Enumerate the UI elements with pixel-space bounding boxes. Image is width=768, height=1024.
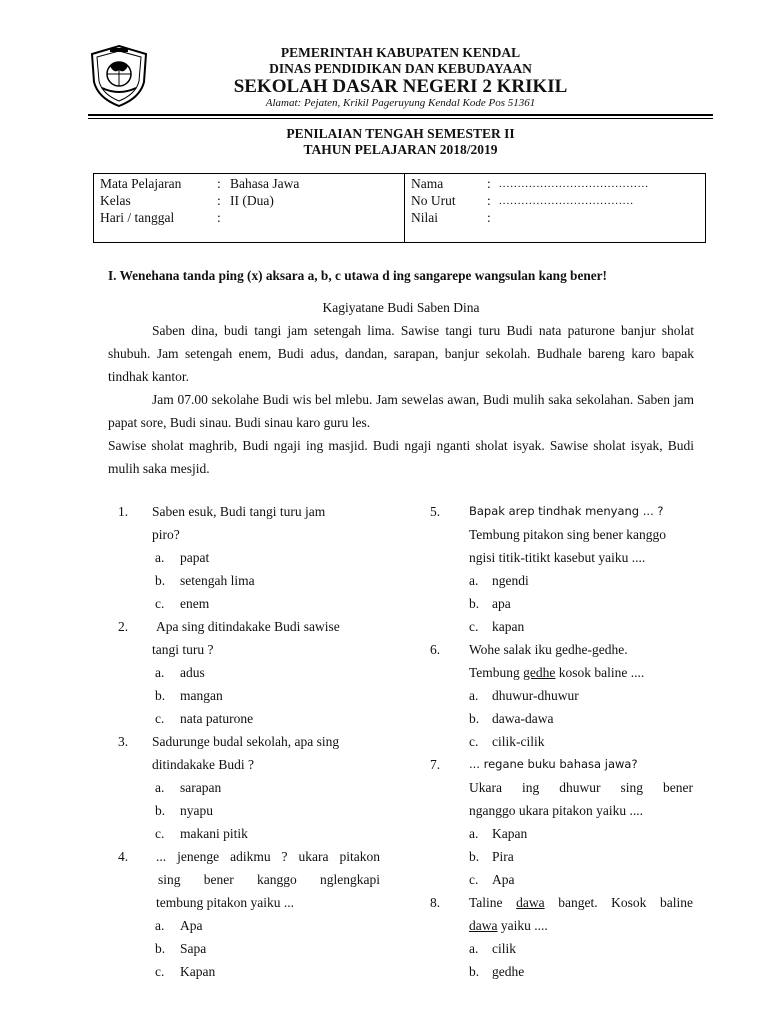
q2-option-c[interactable]: nata paturone <box>180 711 254 726</box>
question-5-text-2: Tembung pitakon sing bener kanggo <box>469 527 667 542</box>
q6-text-part: Tembung <box>469 665 524 680</box>
score-label: Nilai <box>411 210 438 225</box>
subject-value: Bahasa Jawa <box>230 176 300 191</box>
header-department: DINAS PENDIDIKAN DAN KEBUDAYAAN <box>269 61 532 76</box>
q1-option-b[interactable]: setengah lima <box>180 573 255 588</box>
number-label: No Urut <box>411 193 456 208</box>
option-label: a. <box>155 550 165 565</box>
story-title: Kagiyatane Budi Saben Dina <box>322 300 480 315</box>
question-8-text <box>469 891 693 914</box>
header-divider-thin <box>88 118 713 119</box>
name-label: Nama <box>411 176 444 191</box>
option-label: a. <box>469 941 479 956</box>
question-7-text-3: nganggo ukara pitakon yaiku .... <box>469 803 643 818</box>
option-label: a. <box>469 826 479 841</box>
subject-label: Mata Pelajaran <box>100 176 182 191</box>
q7-option-b[interactable]: Pira <box>492 849 514 864</box>
q8-text-part: Taline <box>469 895 517 910</box>
q1-option-c[interactable]: enem <box>180 596 210 611</box>
header-government: PEMERINTAH KABUPATEN KENDAL <box>280 45 521 60</box>
exam-year: TAHUN PELAJARAN 2018/2019 <box>303 142 498 157</box>
story-paragraph-1: Saben dina, budi tangi jam setengah lima. Sawise tangi turu Budi nata paturone banjur sholat shubuh. Jam setengah enem, Budi adus, dandan, sarapan, banjur sekolah. Budhale bareng karo bapak tindhak kantor. <box>108 323 694 384</box>
option-label: b. <box>469 711 480 726</box>
q7-option-a[interactable]: Kapan <box>492 826 528 841</box>
question-5-text: Bapak arep tindhak menyang ... ? <box>469 504 664 518</box>
q8-underlined-word: dawa <box>516 895 545 910</box>
header-address: Alamat: Pejaten, Krikil Pageruyung Kendal Kode Pos 51361 <box>265 97 536 109</box>
story-paragraph-3: Sawise sholat maghrib, Budi ngaji ing masjid. Budi ngaji nganti sholat isyak. Sawise sholat isyak, Budi mulih saka mesjid. <box>108 438 694 476</box>
q6-option-a[interactable]: dhuwur-dhuwur <box>492 688 579 703</box>
question-number: 1. <box>118 504 129 519</box>
q6-option-b[interactable]: dawa-dawa <box>492 711 554 726</box>
q6-underlined-word: gedhe <box>523 665 556 680</box>
exam-title: PENILAIAN TENGAH SEMESTER II <box>286 126 515 141</box>
question-4-text-3: tembung pitakon yaiku ... <box>156 895 294 910</box>
option-label: c. <box>469 734 479 749</box>
date-label: Hari / tanggal <box>100 210 175 225</box>
q2-option-a[interactable]: adus <box>180 665 205 680</box>
option-label: b. <box>155 941 166 956</box>
option-label: a. <box>469 688 479 703</box>
option-label: b. <box>469 596 480 611</box>
q8-option-a[interactable]: cilik <box>492 941 516 956</box>
subject-sep: : <box>217 176 221 191</box>
q5-option-c[interactable]: kapan <box>492 619 525 634</box>
q8-text-part: banget. Kosok baline <box>544 895 693 910</box>
question-6-text: Wohe salak iku gedhe-gedhe. <box>469 642 628 657</box>
question-4-text: ... jenenge adikmu ? ukara pitakon <box>156 849 380 864</box>
q1-option-a[interactable]: papat <box>180 550 210 565</box>
story-paragraph-2: Jam 07.00 sekolahe Budi wis bel mlebu. Jam sewelas awan, Budi mulih saka sekolahan. Saben jam papat sore, Budi sinau. Budi sinau karo guru les. <box>108 392 694 430</box>
section-instruction: I. Wenehana tanda ping (x) aksara a, b, c utawa d ing sangarepe wangsulan kang bener! <box>108 268 607 283</box>
q4-option-a[interactable]: Apa <box>180 918 203 933</box>
class-sep: : <box>217 193 221 208</box>
q4-option-c[interactable]: Kapan <box>180 964 216 979</box>
number-field[interactable]: .................................... <box>499 195 634 207</box>
option-label: c. <box>469 872 479 887</box>
option-label: a. <box>469 573 479 588</box>
option-label: a. <box>155 918 165 933</box>
option-label: c. <box>469 619 479 634</box>
option-label: c. <box>155 596 165 611</box>
q3-option-a[interactable]: sarapan <box>180 780 222 795</box>
q8-underlined-word: dawa <box>469 918 498 933</box>
header-school-name: SEKOLAH DASAR NEGERI 2 KRIKIL <box>233 76 568 97</box>
question-number: 8. <box>430 895 441 910</box>
option-label: a. <box>155 780 165 795</box>
class-value: II (Dua) <box>230 193 274 208</box>
q5-option-a[interactable]: ngendi <box>492 573 529 588</box>
q3-option-c[interactable]: makani pitik <box>180 826 248 841</box>
option-label: b. <box>155 573 166 588</box>
option-label: b. <box>155 803 166 818</box>
option-label: c. <box>155 711 165 726</box>
question-number: 4. <box>118 849 129 864</box>
q3-option-b[interactable]: nyapu <box>180 803 213 818</box>
option-label: b. <box>469 964 480 979</box>
question-1-text: Saben esuk, Budi tangi turu jam <box>152 504 326 519</box>
class-label: Kelas <box>100 193 131 208</box>
question-number: 2. <box>118 619 129 634</box>
q8-option-b[interactable]: gedhe <box>492 964 525 979</box>
question-2-text-2: tangi turu ? <box>152 642 214 657</box>
question-1-text-2: piro? <box>152 527 180 542</box>
q2-option-b[interactable]: mangan <box>180 688 223 703</box>
q6-option-c[interactable]: cilik-cilik <box>492 734 545 749</box>
question-7-text: ... regane buku bahasa jawa? <box>469 757 638 771</box>
q7-option-c[interactable]: Apa <box>492 872 515 887</box>
option-label: c. <box>155 964 165 979</box>
name-sep: : <box>487 176 491 191</box>
question-2-text: Apa sing ditindakake Budi sawise <box>156 619 340 634</box>
info-table-divider <box>404 174 405 242</box>
questions-area <box>0 500 768 980</box>
q8-text-part: yaiku .... <box>497 918 548 933</box>
question-number: 7. <box>430 757 441 772</box>
question-8-text-2 <box>469 914 548 937</box>
question-number: 6. <box>430 642 441 657</box>
option-label: c. <box>155 826 165 841</box>
header-divider <box>88 114 713 116</box>
question-3-text: Sadurunge budal sekolah, apa sing <box>152 734 340 749</box>
question-3-text-2: ditindakake Budi ? <box>152 757 254 772</box>
q4-option-b[interactable]: Sapa <box>180 941 207 956</box>
date-sep: : <box>217 210 221 225</box>
question-4-text-2: sing bener kanggo nglengkapi <box>158 872 380 887</box>
question-5-text-3: ngisi titik-titikt kasebut yaiku .... <box>469 550 646 565</box>
score-sep: : <box>487 210 491 225</box>
question-number: 5. <box>430 504 441 519</box>
student-info-table <box>93 173 706 243</box>
option-label: a. <box>155 665 165 680</box>
option-label: b. <box>155 688 166 703</box>
name-field[interactable]: ........................................ <box>499 178 649 190</box>
question-number: 3. <box>118 734 129 749</box>
question-7-text-2: Ukara ing dhuwur sing bener <box>469 780 693 795</box>
q5-option-b[interactable]: apa <box>492 596 511 611</box>
option-label: b. <box>469 849 480 864</box>
number-sep: : <box>487 193 491 208</box>
q6-text-part: kosok baline .... <box>555 665 645 680</box>
question-6-text-2 <box>469 661 644 684</box>
